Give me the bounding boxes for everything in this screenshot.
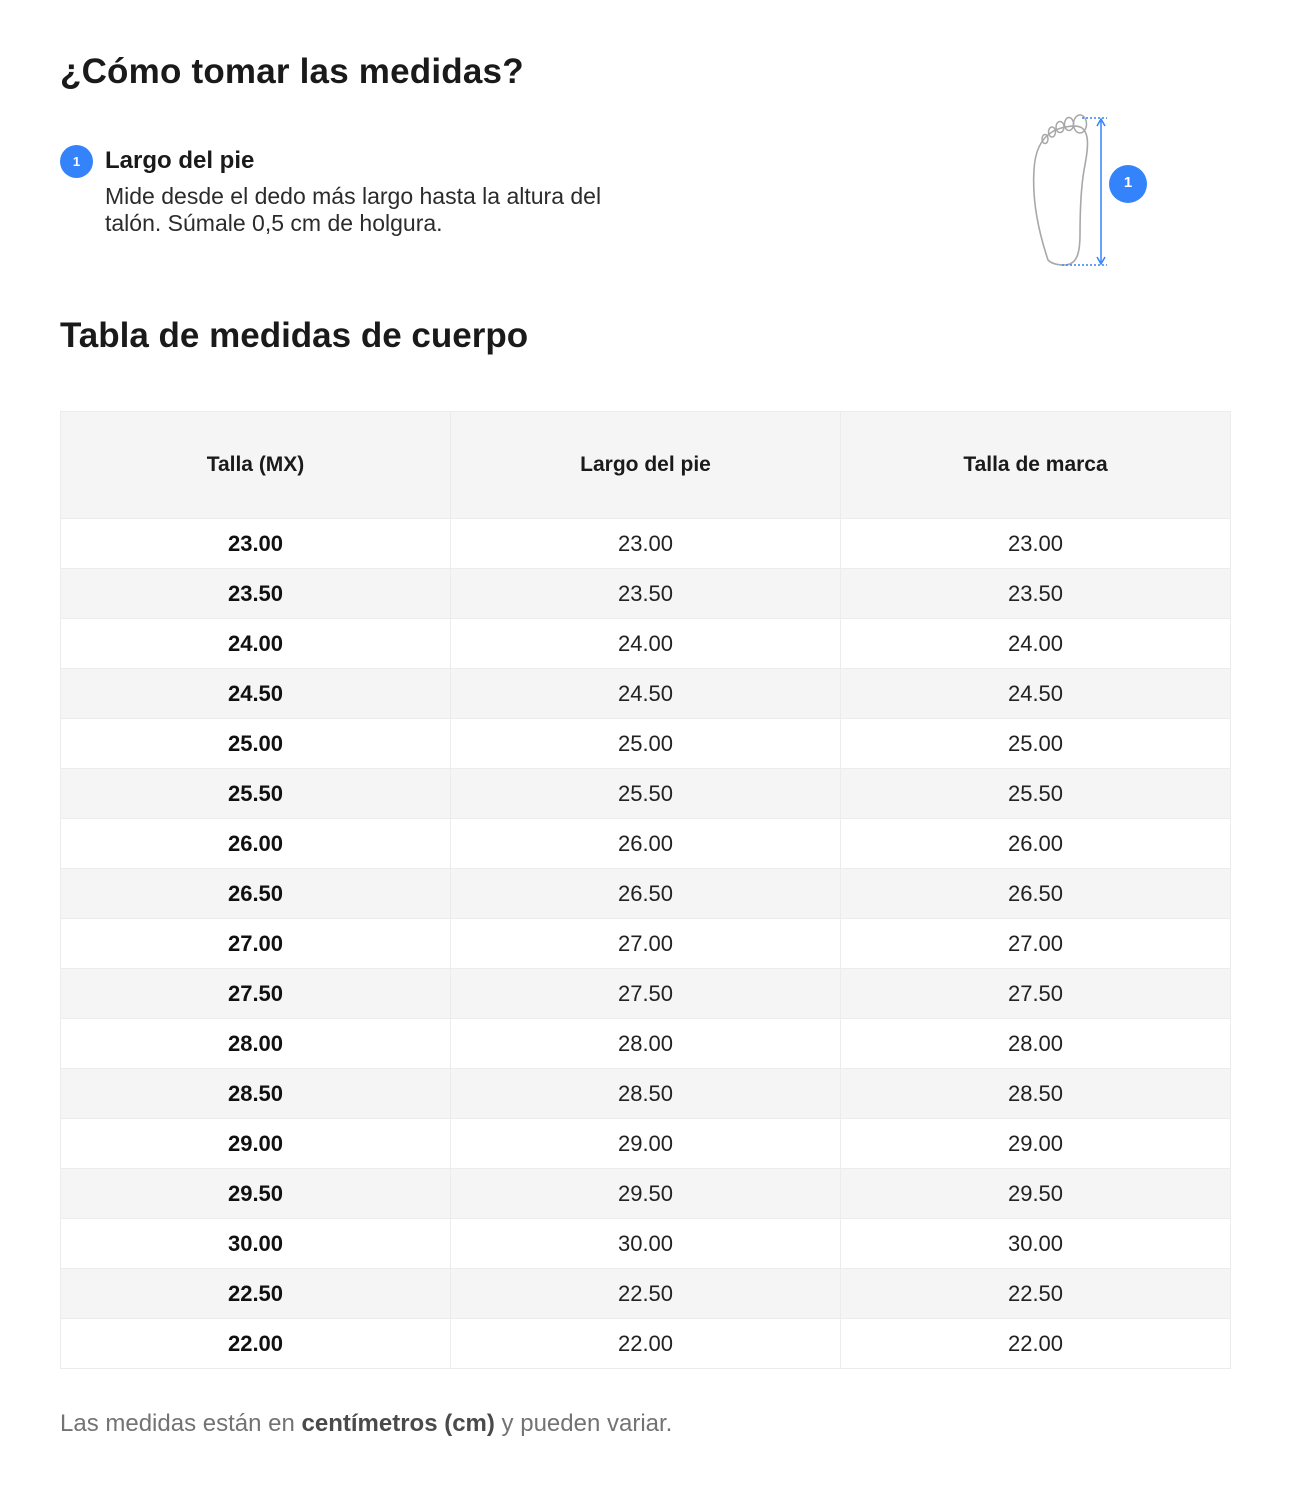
- cell-talla-de-marca: 29.50: [841, 1169, 1231, 1219]
- table-row: [61, 919, 1231, 969]
- cell-talla-de-marca: 23.00: [841, 519, 1231, 569]
- cell-talla-de-marca: 22.00: [841, 1319, 1231, 1369]
- cell-largo-del-pie: 25.50: [451, 769, 841, 819]
- cell-talla-de-marca: 22.50: [841, 1269, 1231, 1319]
- header-talla-mx: Talla (MX): [61, 412, 451, 519]
- table-row: [61, 719, 1231, 769]
- cell-talla-mx: 24.50: [61, 669, 451, 719]
- footnote-suffix: y pueden variar.: [494, 1410, 673, 1437]
- table-row: [61, 1119, 1231, 1169]
- cell-largo-del-pie: 26.00: [451, 819, 841, 869]
- cell-talla-mx: 29.00: [61, 1119, 451, 1169]
- cell-largo-del-pie: 29.00: [451, 1119, 841, 1169]
- cell-talla-mx: 22.00: [61, 1319, 451, 1369]
- cell-talla-mx: 29.50: [61, 1169, 451, 1219]
- cell-talla-mx: 23.00: [61, 519, 451, 569]
- step-title: Largo del pie: [105, 147, 255, 174]
- table-row: [61, 1069, 1231, 1119]
- table-row: [61, 619, 1231, 669]
- cell-talla-mx: 27.50: [61, 969, 451, 1019]
- cell-talla-de-marca: 28.50: [841, 1069, 1231, 1119]
- cell-talla-de-marca: 23.50: [841, 569, 1231, 619]
- cell-talla-mx: 28.50: [61, 1069, 451, 1119]
- cell-largo-del-pie: 22.50: [451, 1269, 841, 1319]
- size-table: [60, 411, 1231, 1369]
- cell-talla-de-marca: 27.00: [841, 919, 1231, 969]
- cell-largo-del-pie: 22.00: [451, 1319, 841, 1369]
- cell-largo-del-pie: 29.50: [451, 1169, 841, 1219]
- cell-talla-mx: 22.50: [61, 1269, 451, 1319]
- cell-talla-de-marca: 26.50: [841, 869, 1231, 919]
- cell-talla-mx: 25.00: [61, 719, 451, 769]
- cell-talla-de-marca: 24.50: [841, 669, 1231, 719]
- cell-largo-del-pie: 24.50: [451, 669, 841, 719]
- cell-largo-del-pie: 25.00: [451, 719, 841, 769]
- step-description: Mide desde el dedo más largo hasta la altura del talón. Súmale 0,5 cm de holgura.: [105, 183, 602, 236]
- cell-largo-del-pie: 23.50: [451, 569, 841, 619]
- table-row: [61, 1169, 1231, 1219]
- cell-talla-de-marca: 26.00: [841, 819, 1231, 869]
- table-row: [61, 769, 1231, 819]
- foot-measure-icon: [1020, 110, 1160, 275]
- table-row: [61, 969, 1231, 1019]
- illustration-badge-label: 1: [1123, 174, 1133, 191]
- cell-talla-de-marca: 25.50: [841, 769, 1231, 819]
- cell-talla-mx: 30.00: [61, 1219, 451, 1269]
- table-row: [61, 669, 1231, 719]
- cell-talla-de-marca: 28.00: [841, 1019, 1231, 1069]
- cell-largo-del-pie: 28.50: [451, 1069, 841, 1119]
- table-row: [61, 819, 1231, 869]
- table-row: [61, 569, 1231, 619]
- cell-talla-de-marca: 30.00: [841, 1219, 1231, 1269]
- header-largo-del-pie: Largo del pie: [451, 412, 841, 519]
- step-number-badge: 1: [60, 145, 93, 178]
- table-row: [61, 1019, 1231, 1069]
- cell-largo-del-pie: 27.00: [451, 919, 841, 969]
- table-row: [61, 1219, 1231, 1269]
- header-talla-de-marca: Talla de marca: [841, 412, 1231, 519]
- cell-talla-mx: 27.00: [61, 919, 451, 969]
- cell-largo-del-pie: 26.50: [451, 869, 841, 919]
- cell-talla-mx: 26.50: [61, 869, 451, 919]
- table-row: [61, 1319, 1231, 1369]
- footnote: [60, 1410, 672, 1438]
- cell-talla-mx: 26.00: [61, 819, 451, 869]
- cell-talla-de-marca: 27.50: [841, 969, 1231, 1019]
- page-title: ¿Cómo tomar las medidas?: [60, 52, 524, 91]
- cell-talla-mx: 23.50: [61, 569, 451, 619]
- section-title: Tabla de medidas de cuerpo: [60, 316, 529, 355]
- table-body: [61, 519, 1231, 1369]
- footnote-prefix: Las medidas están en: [60, 1410, 302, 1437]
- cell-largo-del-pie: 24.00: [451, 619, 841, 669]
- cell-talla-de-marca: 29.00: [841, 1119, 1231, 1169]
- cell-largo-del-pie: 28.00: [451, 1019, 841, 1069]
- footnote-unit: centímetros (cm): [301, 1410, 495, 1437]
- cell-talla-mx: 24.00: [61, 619, 451, 669]
- table-row: [61, 869, 1231, 919]
- cell-talla-mx: 28.00: [61, 1019, 451, 1069]
- cell-largo-del-pie: 30.00: [451, 1219, 841, 1269]
- cell-talla-de-marca: 25.00: [841, 719, 1231, 769]
- cell-largo-del-pie: 27.50: [451, 969, 841, 1019]
- table-row: [61, 519, 1231, 569]
- cell-talla-mx: 25.50: [61, 769, 451, 819]
- table-row: [61, 1269, 1231, 1319]
- table-header-row: [61, 412, 1231, 519]
- cell-talla-de-marca: 24.00: [841, 619, 1231, 669]
- cell-largo-del-pie: 23.00: [451, 519, 841, 569]
